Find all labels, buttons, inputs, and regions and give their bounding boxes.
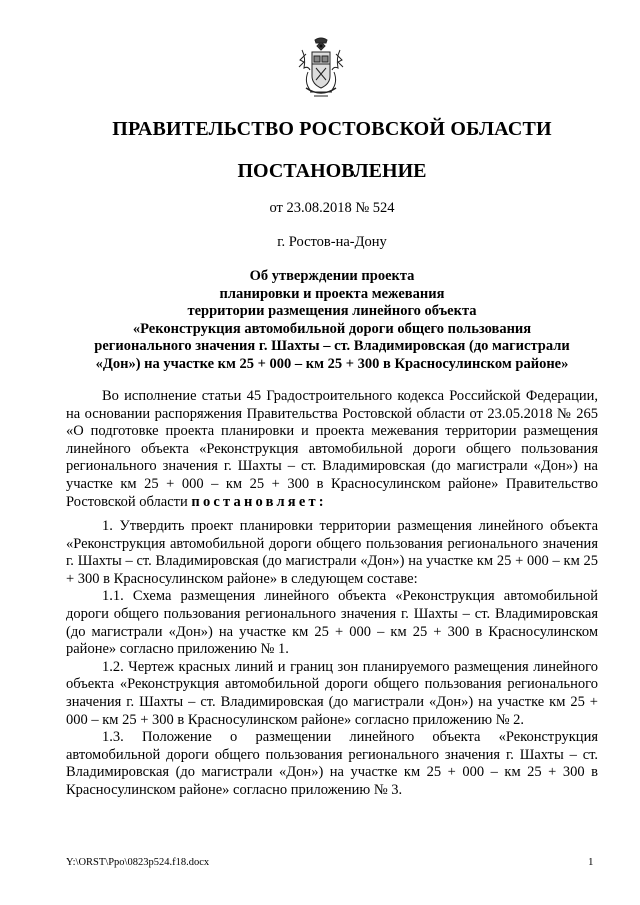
subject-line: «Дон») на участке км 25 + 000 – км 25 + 300 в Красносулинском районе» [95,355,569,372]
preamble-text: Во исполнение статьи 45 Градостроительного кодекса Российской Федерации, на основании распоряжения Правительства Ростовской области от 23.05.2018 № 265 «О подготовке проекта планировки и проекта межевания территории размещения линейного объекта «Реконструкция автомобильной дороги общего пользования регионального значения г. Шахты – ст. Владимировская (до магистрали «Дон») на участке км 25 + 000 – км 25 + 300 в Красносулинском районе» Правительство Ростовской области [66,388,598,510]
decree-items [66,518,598,800]
subject-line: регионального значения г. Шахты – ст. Владимировская (до магистрали [94,338,570,355]
date-number: от 23.08.2018 № 524 [269,200,395,216]
city: г. Ростов-на-Дону [277,234,387,250]
document-type: ПОСТАНОВЛЕНИЕ [237,160,427,182]
subject-line: планировки и проекта межевания [219,285,445,302]
preamble-paragraph [66,388,598,511]
decides-word: постановляет: [191,493,327,510]
item-1-3: 1.3. Положение о размещении линейного объекта «Реконструкция автомобильной дороги общего пользования регионального значения г. Шахты – ст. Владимировская (до магистрали «Дон») на участке км 25 + 000 – км 25 + 300 в Красносулинском районе» согласно приложению № 3. [66,729,598,798]
subject-line: «Реконструкция автомобильной дороги общего пользования [132,320,532,337]
file-path: Y:\ORST\Ppo\0823p524.f18.docx [66,857,210,868]
coat-of-arms-emblem [296,36,346,102]
preamble [66,388,598,511]
item-1-2: 1.2. Чертеж красных линий и границ зон планируемого размещения линейного объекта «Реконструкция автомобильной дороги общего пользования регионального значения г. Шахты – ст. Владимировская (до магистрали «Дон») на участке км 25 + 000 – км 25 + 300 в Красносулинском районе» согласно приложению № 2. [66,658,598,728]
government-name: ПРАВИТЕЛЬСТВО РОСТОВСКОЙ ОБЛАСТИ [112,118,552,140]
page-number: 1 [588,856,594,868]
subject-line: территории размещения линейного объекта [187,303,477,320]
document-subject [66,268,598,374]
item-1: 1. Утвердить проект планировки территории размещения линейного объекта «Реконструкция автомобильной дороги общего пользования регионального значения г. Шахты – ст. Владимировская (до магистрали «Дон») на участке км 25 + 000 – км 25 + 300 в Красносулинском районе» в следующем составе: [66,518,598,587]
subject-line: Об утверждении проекта [249,268,415,284]
item-1-1: 1.1. Схема размещения линейного объекта «Реконструкция автомобильной дороги общего пользования регионального значения г. Шахты – ст. Владимировская (до магистрали «Дон») на участке км 25 + 000 – км 25 + 300 в Красносулинском районе» согласно приложению № 1. [66,588,598,658]
